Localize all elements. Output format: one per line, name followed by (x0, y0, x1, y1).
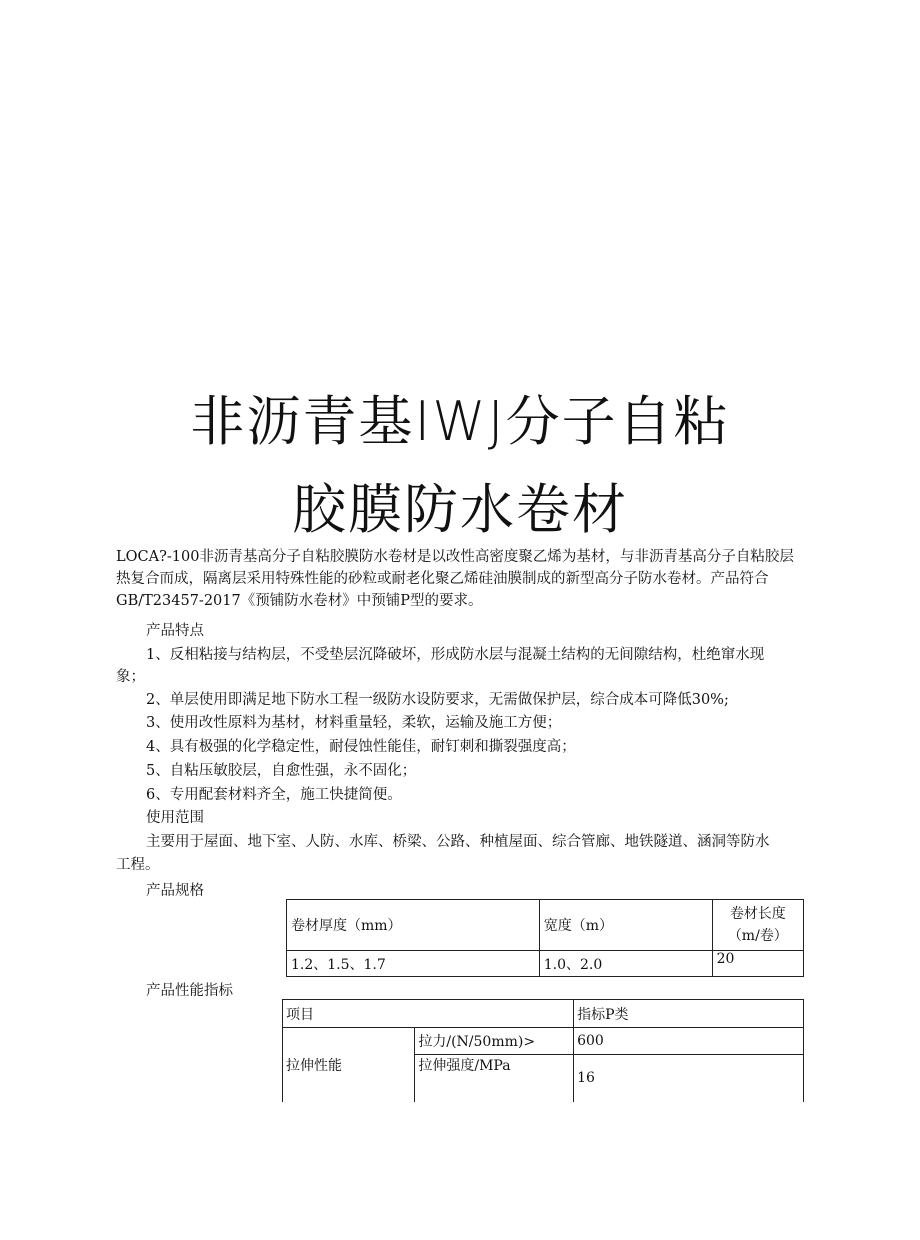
performance-header-index: 指标P类 (574, 1000, 804, 1028)
feature-item-1: 1、反相粘接与结构层，不受垫层沉降破坏，形成防水层与混凝土结构的无间隙结构，杜绝窜水现 (146, 647, 765, 663)
spec-heading: 产品规格 (146, 883, 204, 899)
doc-title-line2: 胶膜防水卷材 (292, 478, 628, 541)
performance-group-tensile: 拉伸性能 (283, 1028, 415, 1102)
spec-table (286, 899, 804, 977)
spec-header-width: 宽度（m） (539, 900, 712, 951)
usage-text-cont: 工程。 (116, 857, 160, 873)
spec-cell-thickness: 1.2、1.5、1.7 (287, 951, 540, 977)
feature-item-4: 4、具有极强的化学稳定性，耐侵蚀性能佳，耐钉刺和撕裂强度高； (146, 739, 576, 755)
performance-row-value: 600 (574, 1028, 804, 1055)
feature-item-1-cont: 象； (116, 669, 145, 685)
feature-item-5: 5、自粘压敏胶层，自愈性强，永不固化； (146, 763, 417, 779)
performance-row-value: 16 (574, 1055, 804, 1102)
performance-heading: 产品性能指标 (146, 983, 233, 999)
performance-header-item: 项目 (283, 1000, 574, 1028)
intro-paragraph: LOCA?-100非沥青基高分子自粘胶膜防水卷材是以改性高密度聚乙烯为基材，与非沥青基高分子自粘胶层热复合而成，隔离层采用特殊性能的砂粒或耐老化聚乙烯硅油膜制成的新型高分子防水卷材。产品符合GB/T23457-2017《预铺防水卷材》中预铺P型的要求。 (116, 549, 794, 609)
performance-header-row (283, 1000, 804, 1028)
performance-row (283, 1028, 804, 1055)
performance-row-name: 拉伸强度/MPa (415, 1055, 574, 1102)
feature-item-6: 6、专用配套材料齐全，施工快捷简便。 (146, 787, 402, 803)
feature-item-3: 3、使用改性原料为基材，材料重量轻，柔软，运输及施工方便； (146, 715, 562, 731)
doc-title-line1: 非沥青基IWJ分子自粘 (190, 390, 730, 453)
usage-heading: 使用范围 (146, 810, 204, 826)
feature-item-2: 2、单层使用即满足地下防水工程一级防水设防要求，无需做保护层，综合成本可降低30%; (146, 692, 729, 708)
performance-row-name: 拉力/(N/50mm)> (415, 1028, 574, 1055)
spec-cell-length: 20 (712, 951, 803, 977)
spec-header-row (287, 900, 804, 951)
spec-cell-width: 1.0、2.0 (539, 951, 712, 977)
spec-data-row (287, 951, 804, 977)
features-heading: 产品特点 (146, 623, 204, 639)
performance-table (282, 999, 804, 1102)
usage-text: 主要用于屋面、地下室、人防、水库、桥梁、公路、种植屋面、综合管廊、地铁隧道、涵洞等防水 (146, 834, 770, 850)
spec-header-length: 卷材长度（m/卷） (712, 900, 803, 951)
spec-header-thickness: 卷材厚度（mm） (287, 900, 540, 951)
